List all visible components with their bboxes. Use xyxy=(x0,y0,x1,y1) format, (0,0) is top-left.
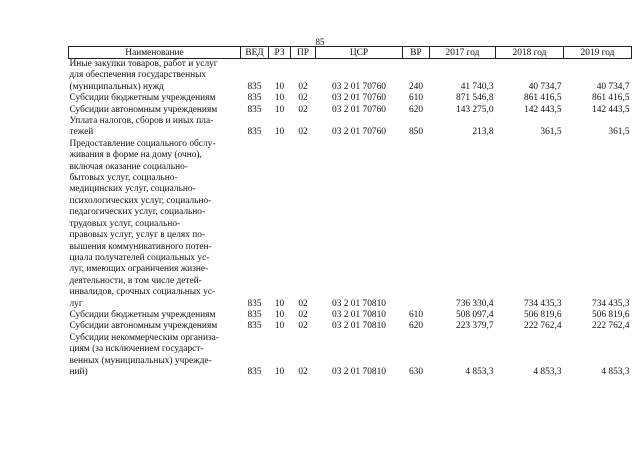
cell-name xyxy=(69,59,241,94)
cell-vr: 620 xyxy=(408,321,424,332)
header-2019: 2019 год xyxy=(564,47,632,59)
table-row xyxy=(69,116,632,139)
name-line: циала получателей социальных ус- xyxy=(69,252,210,263)
cell-y2018: 4 853,3 xyxy=(533,366,562,377)
cell-y2018: 734 435,3 xyxy=(524,298,562,309)
page-number: 85 xyxy=(315,37,325,47)
cell-ved: 835 xyxy=(247,321,262,332)
name-line: Предоставление социального обслу- xyxy=(69,138,216,149)
cell-pr: 02 xyxy=(298,321,308,332)
cell-csr: 03 2 01 70810 xyxy=(332,309,386,320)
table-row xyxy=(69,105,632,116)
table-row xyxy=(69,139,632,310)
name-line: Уплата налогов, сборов и иных пла- xyxy=(69,116,214,127)
name-line: луг, имеющих ограничения жизне- xyxy=(69,264,209,275)
name-line: педагогических услуг, социально- xyxy=(69,207,206,218)
cell-rz: 10 xyxy=(274,81,285,92)
cell-ved: 835 xyxy=(247,104,262,115)
header-2017: 2017 год xyxy=(430,47,496,59)
cell-y2019: 40 734,7 xyxy=(596,81,630,92)
cell-csr: 03 2 01 70810 xyxy=(332,298,386,309)
cell-ved: 835 xyxy=(247,309,262,320)
name-line: циям (за исключением государст- xyxy=(69,344,204,355)
name-line: Иные закупки товаров, работ и услуг xyxy=(69,59,218,69)
cell-csr: 03 2 01 70760 xyxy=(332,127,386,138)
header-name: Наименование xyxy=(69,47,241,59)
name-line: медицинских услуг, социально- xyxy=(69,184,196,195)
cell-name xyxy=(69,139,241,310)
name-line: Субсидии бюджетным учреждениям xyxy=(69,309,216,320)
cell-y2018: 506 819,6 xyxy=(524,309,562,320)
cell-pr: 02 xyxy=(298,309,308,320)
cell-y2017: 143 275,0 xyxy=(456,104,494,115)
cell-vr: 850 xyxy=(408,127,424,138)
table-body xyxy=(69,59,632,379)
header-csr: ЦСР xyxy=(316,47,403,59)
cell-pr: 02 xyxy=(298,298,308,309)
cell-y2017: 736 330,4 xyxy=(456,298,494,309)
cell-y2017: 213,8 xyxy=(472,127,494,138)
cell-vr: 610 xyxy=(408,309,424,320)
name-line: (муниципальных) нужд xyxy=(69,81,164,92)
name-line: тежей xyxy=(69,127,94,138)
cell-y2019: 506 819,6 xyxy=(592,309,630,320)
cell-name xyxy=(69,105,241,116)
name-line: бытовых услуг, социально- xyxy=(69,173,178,184)
header-2018: 2018 год xyxy=(496,47,564,59)
name-line: инвалидов, срочных социальных ус- xyxy=(69,287,216,298)
cell-y2017: 508 097,4 xyxy=(456,309,494,320)
cell-y2018: 142 443,5 xyxy=(524,104,562,115)
cell-y2019: 222 762,4 xyxy=(592,321,630,332)
name-line: венных (муниципальных) учрежде- xyxy=(69,355,212,366)
cell-rz: 10 xyxy=(274,93,285,104)
cell-y2017: 223 379,7 xyxy=(456,321,494,332)
name-line: луг xyxy=(69,298,83,309)
cell-name xyxy=(69,116,241,139)
cell-ved: 835 xyxy=(247,127,262,138)
cell-vr: 240 xyxy=(408,81,424,92)
cell-rz: 10 xyxy=(274,104,285,115)
cell-pr: 02 xyxy=(298,81,308,92)
cell-pr: 02 xyxy=(298,93,308,104)
cell-csr: 03 2 01 70760 xyxy=(332,104,386,115)
cell-csr: 03 2 01 70760 xyxy=(332,93,386,104)
table-row xyxy=(69,321,632,332)
table-row xyxy=(69,310,632,321)
cell-y2017: 41 740,3 xyxy=(460,81,494,92)
cell-pr: 02 xyxy=(298,366,308,377)
cell-rz: 10 xyxy=(274,127,285,138)
cell-y2018: 861 416,5 xyxy=(524,93,562,104)
name-line: деятельности, в том числе детей- xyxy=(69,275,202,286)
cell-rz: 10 xyxy=(274,366,285,377)
name-line: Субсидии автономным учреждениям xyxy=(69,321,218,332)
cell-pr: 02 xyxy=(298,104,308,115)
cell-name xyxy=(69,310,241,321)
cell-ved: 835 xyxy=(247,298,262,309)
name-line: ний) xyxy=(69,366,88,377)
cell-vr: 610 xyxy=(408,93,424,104)
table-header-row xyxy=(69,47,632,59)
name-line: для обеспечения государственных xyxy=(69,70,207,81)
cell-y2019: 734 435,3 xyxy=(592,298,630,309)
cell-rz: 10 xyxy=(274,309,285,320)
cell-y2017: 871 546,8 xyxy=(456,93,494,104)
table-row xyxy=(69,93,632,104)
budget-table xyxy=(68,46,632,378)
table-row xyxy=(69,59,632,94)
cell-rz: 10 xyxy=(274,321,285,332)
name-line: Субсидии автономным учреждениям xyxy=(69,104,218,115)
cell-ved: 835 xyxy=(247,93,262,104)
header-pr: ПР xyxy=(291,47,316,59)
cell-y2019: 861 416,5 xyxy=(592,93,630,104)
cell-rz: 10 xyxy=(274,298,285,309)
cell-ved: 835 xyxy=(247,81,262,92)
cell-csr: 03 2 01 70810 xyxy=(332,321,386,332)
cell-vr: 620 xyxy=(408,104,424,115)
cell-name xyxy=(69,93,241,104)
name-line: Субсидии бюджетным учреждениям xyxy=(69,93,216,104)
name-line: трудовых услуг, социально- xyxy=(69,218,181,229)
name-line: включая оказание социально- xyxy=(69,161,188,172)
cell-y2019: 361,5 xyxy=(608,127,630,138)
cell-y2018: 361,5 xyxy=(540,127,562,138)
cell-name xyxy=(69,333,241,379)
cell-y2017: 4 853,3 xyxy=(465,366,494,377)
table-row xyxy=(69,333,632,379)
name-line: правовых услуг, услуг в целях по- xyxy=(69,230,206,241)
cell-csr: 03 2 01 70810 xyxy=(332,366,386,377)
name-line: психологических услуг, социально- xyxy=(69,195,212,206)
cell-pr: 02 xyxy=(298,127,308,138)
cell-y2018: 222 762,4 xyxy=(524,321,562,332)
name-line: Субсидии некоммерческим организа- xyxy=(69,332,219,343)
cell-y2019: 142 443,5 xyxy=(592,104,630,115)
cell-y2019: 4 853,3 xyxy=(601,366,630,377)
cell-name xyxy=(69,321,241,332)
cell-csr: 03 2 01 70760 xyxy=(332,81,386,92)
name-line: живания в форме на дому (очно), xyxy=(69,150,202,161)
cell-vr: 630 xyxy=(408,366,424,377)
cell-y2018: 40 734,7 xyxy=(528,81,562,92)
cell-vr xyxy=(403,139,430,310)
header-ved: ВЕД xyxy=(241,47,269,59)
cell-ved: 835 xyxy=(247,366,262,377)
header-vr: ВР xyxy=(403,47,430,59)
name-line: вышения коммуникативного потен- xyxy=(69,241,212,252)
header-rz: РЗ xyxy=(269,47,291,59)
